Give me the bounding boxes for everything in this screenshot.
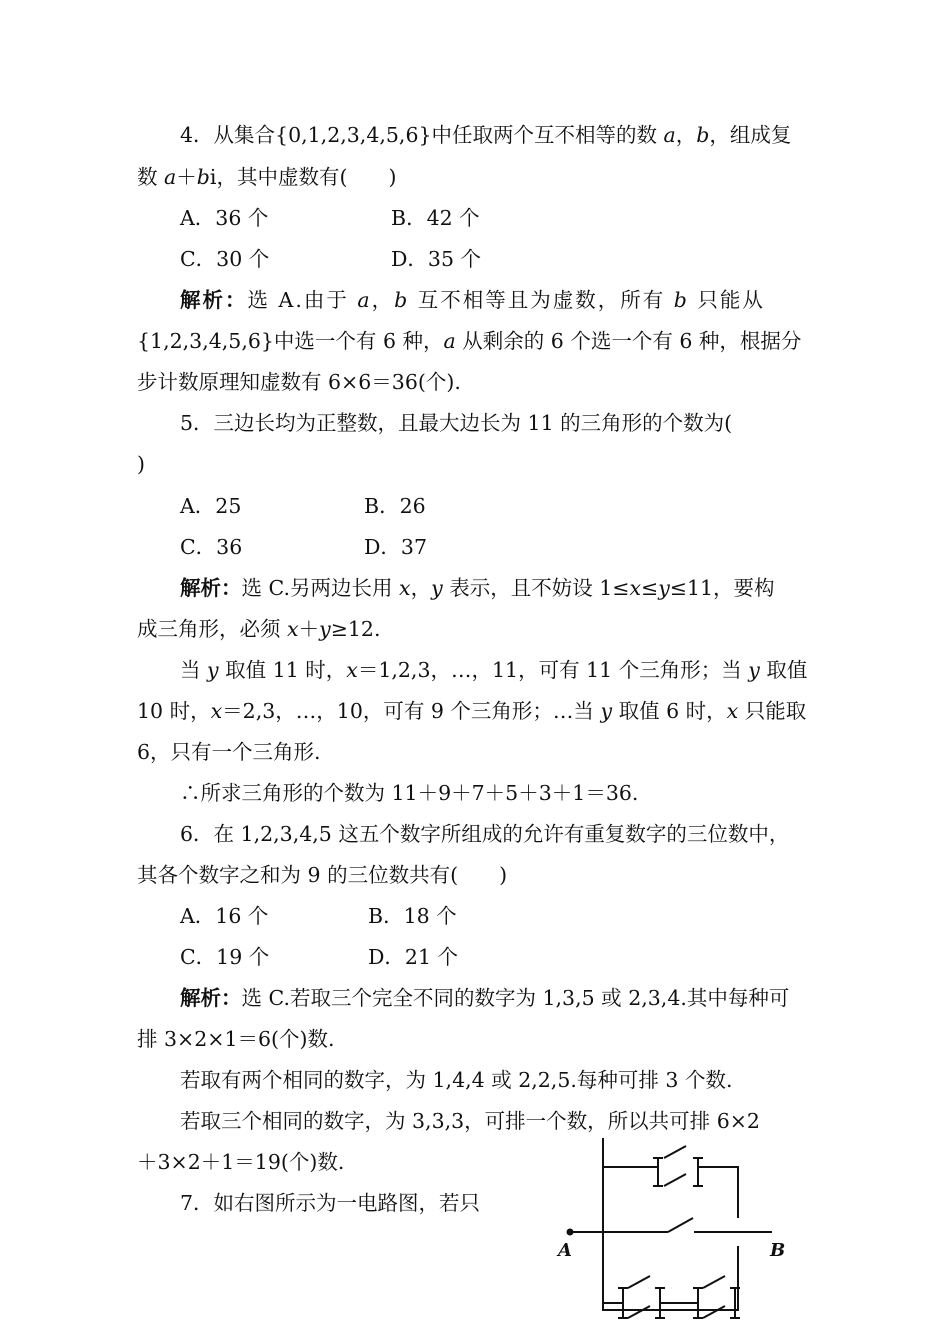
q6-paragraph-line-2: 若取三个相同的数字，为 3,3,3，可排一个数，所以共可排 6×2 bbox=[180, 1109, 760, 1133]
top-switch-right-bracket bbox=[693, 1158, 703, 1186]
q4-stem-line-2: 数 a＋bi，其中虚数有( ) bbox=[137, 165, 397, 189]
bottom-switch-b2-blade bbox=[703, 1306, 725, 1318]
q6-option-d: D．21 个 bbox=[368, 945, 459, 969]
solution-label: 解析： bbox=[180, 986, 242, 1010]
q4-option-d: D．35 个 bbox=[391, 247, 482, 271]
var-b: b bbox=[696, 123, 710, 147]
circuit-frame-left-bottom bbox=[603, 1138, 738, 1310]
solution-label: 解析： bbox=[180, 576, 242, 600]
q4-solution-line-3: 步计数原理知虚数有 6×6＝36(个). bbox=[137, 370, 461, 394]
middle-switch-blade bbox=[668, 1218, 693, 1232]
bottom-switch-a2-blade bbox=[628, 1306, 650, 1318]
q5-solution-line-1: 解析：选 C.另两边长用 x，y 表示，且不妨设 1≤x≤y≤11，要构 bbox=[180, 576, 775, 600]
q5-paragraph-line-3: 6，只有一个三角形. bbox=[137, 740, 321, 764]
q5-stem-line-1: 5．三边长均为正整数，且最大边长为 11 的三角形的个数为( bbox=[180, 411, 733, 435]
bottom-switch-b1-blade bbox=[703, 1276, 725, 1288]
circuit-top-wire-right bbox=[698, 1167, 738, 1218]
var-a: a bbox=[663, 123, 676, 147]
q6-stem-line-1: 6．在 1,2,3,4,5 这五个数字所组成的允许有重复数字的三位数中， bbox=[180, 822, 790, 846]
q5-conclusion: ∴所求三角形的个数为 11＋9＋7＋5＋3＋1＝36. bbox=[180, 781, 639, 805]
q4-solution-line-2: {1,2,3,4,5,6}中选一个有 6 种，a 从剩余的 6 个选一个有 6 种，根据分 bbox=[137, 329, 802, 353]
q5-option-d: D．37 bbox=[364, 535, 428, 559]
q5-stem-line-2: ) bbox=[137, 452, 145, 476]
q6-option-c: C．19 个 bbox=[180, 945, 270, 969]
q5-option-b: B．26 bbox=[364, 494, 426, 518]
q7-stem-line-1: 7．如右图所示为一电路图，若只 bbox=[180, 1191, 481, 1215]
q4-option-c: C．30 个 bbox=[180, 247, 270, 271]
q4-option-b: B．42 个 bbox=[391, 206, 480, 230]
top-switch-2-blade bbox=[664, 1174, 686, 1186]
terminal-a-dot bbox=[567, 1229, 574, 1236]
q6-option-b: B．18 个 bbox=[368, 904, 457, 928]
q6-solution-line-1: 解析：选 C.若取三个完全不同的数字为 1,3,5 或 2,3,4.其中每种可 bbox=[180, 986, 790, 1010]
circuit-diagram bbox=[548, 1138, 788, 1328]
top-switch-left-bracket bbox=[653, 1158, 663, 1186]
q6-stem-line-2: 其各个数字之和为 9 的三位数共有( ) bbox=[137, 863, 508, 887]
q4-option-a: A．36 个 bbox=[180, 206, 269, 230]
q6-paragraph-line-3: ＋3×2＋1＝19(个)数. bbox=[137, 1150, 345, 1174]
bottom-switch-a1-blade bbox=[628, 1276, 650, 1288]
q4-solution-line-1: 解析：选 A.由于 a，b 互不相等且为虚数，所有 b 只能从 bbox=[180, 288, 765, 312]
q6-solution-line-2: 排 3×2×1＝6(个)数. bbox=[137, 1027, 335, 1051]
terminal-b-label: B bbox=[770, 1240, 786, 1261]
q4-stem-line-1: 4．从集合{0,1,2,3,4,5,6}中任取两个互不相等的数 a，b，组成复 bbox=[180, 123, 792, 147]
q6-option-a: A．16 个 bbox=[180, 904, 269, 928]
q5-solution-line-2: 成三角形，必须 x＋y≥12. bbox=[137, 617, 381, 641]
q5-option-a: A．25 bbox=[180, 494, 242, 518]
solution-label: 解析： bbox=[180, 288, 248, 312]
q5-paragraph-line-2: 10 时，x＝2,3，…，10，可有 9 个三角形；…当 y 取值 6 时，x 只能取 bbox=[137, 699, 807, 723]
q5-option-c: C．36 bbox=[180, 535, 243, 559]
q6-paragraph-line-1: 若取有两个相同的数字，为 1,4,4 或 2,2,5.每种可排 3 个数. bbox=[180, 1068, 733, 1092]
top-switch-1-blade bbox=[664, 1146, 686, 1158]
terminal-a-label: A bbox=[558, 1240, 572, 1261]
q5-paragraph-line-1: 当 y 取值 11 时，x＝1,2,3，…，11，可有 11 个三角形；当 y 取值 bbox=[180, 658, 808, 682]
